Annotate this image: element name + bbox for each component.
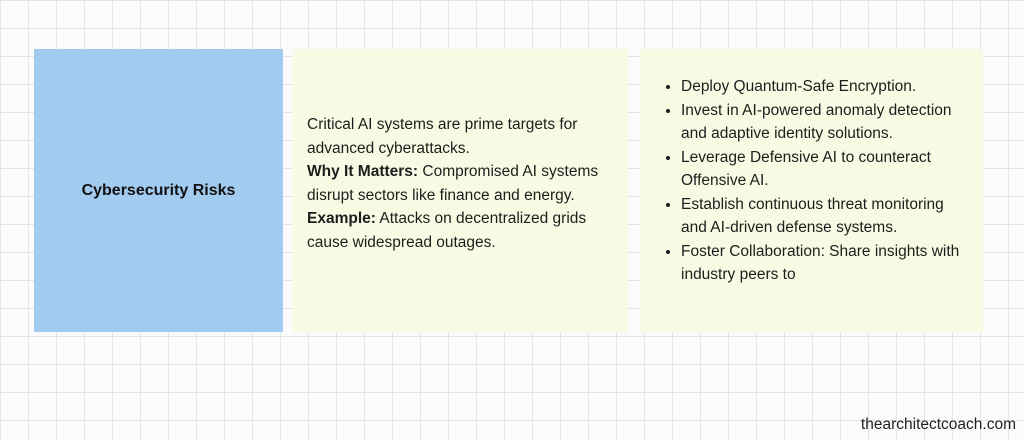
- action-item: • Deploy Quantum-Safe Encryption.: [681, 75, 969, 99]
- action-item: • Establish continuous threat monitoring and AI-driven defense systems.: [681, 193, 969, 240]
- why-it-matters: [307, 160, 614, 207]
- card-title: Cybersecurity Risks: [81, 181, 236, 199]
- description-card: [293, 49, 628, 332]
- title-card: [34, 49, 283, 332]
- actions-list: [662, 75, 969, 287]
- why-it-matters-text: Compromised AI systems disrupt sectors like finance and energy.: [307, 163, 599, 204]
- watermark: thearchitectcoach.com: [860, 416, 1016, 433]
- actions-card: [640, 49, 983, 332]
- example-label: Example:: [307, 210, 376, 227]
- action-item: • Foster Collaboration: Share insights with industry peers to: [681, 240, 969, 287]
- action-item: • Invest in AI-powered anomaly detection and adaptive identity solutions.: [681, 99, 969, 146]
- example-text: Attacks on decentralized grids cause widespread outages.: [307, 210, 587, 251]
- example: [307, 207, 614, 254]
- description-text: [307, 113, 614, 254]
- action-item: • Leverage Defensive AI to counteract Offensive AI.: [681, 146, 969, 193]
- description-intro: Critical AI systems are prime targets for advanced cyberattacks.: [307, 116, 578, 157]
- why-it-matters-label: Why It Matters:: [307, 163, 419, 180]
